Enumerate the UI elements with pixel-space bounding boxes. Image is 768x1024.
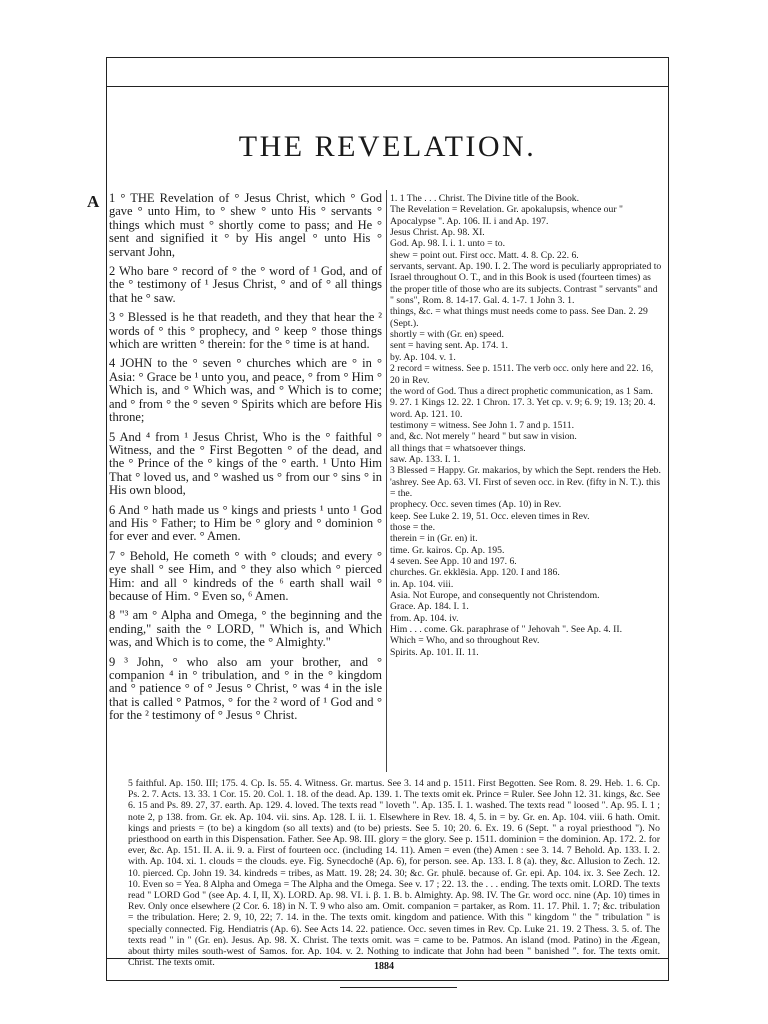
column-divider [386, 190, 387, 772]
scripture-text-column [109, 192, 382, 729]
verse-text: 1 ° THE Revelation of ° Jesus Christ, which ° God gave ° unto Him, to ° shew ° unto His ° servants ° things which must ° shortly come to pass; and He ° sent and signified it ° by His angel ° unto His ° servant John, [109, 191, 382, 259]
verse-7 [109, 550, 382, 604]
verse-text: 3 ° Blessed is he that readeth, and they that hear the ² words of ° this ° prophecy, and ° keep ° those things which are written ° therein: for the ° time is at hand. [109, 310, 382, 352]
side-note: 4 seven. See App. 10 and 197. 6. [390, 556, 517, 567]
side-note: God. Ap. 98. I. i. 1. unto = to. [390, 238, 505, 250]
side-note: word. Ap. 121. 10. [390, 408, 463, 420]
verse-text: 7 ° Behold, He cometh ° with ° clouds; and every ° eye shall ° see Him, and ° they also which ° pierced Him: and all ° kindreds of the ⁶ earth shall wail ° because of Him. ° Even so, ⁶ Amen. [109, 548, 382, 603]
verse-text: 4 JOHN to the ° seven ° churches which are ° in ° Asia: ° Grace be ¹ unto you, and peace, ° from ° Him ° Which is, and ° Which was, and ° Which is to come; and ° from ° the ° seven ° Spirits which are before His throne; [109, 356, 382, 425]
side-note: saw. Ap. 133. I. 1. [390, 453, 461, 465]
bottom-rule [340, 987, 457, 988]
side-note: Asia. Not Europe, and consequently not Christendom. [390, 590, 600, 602]
side-note: Which = Who, and so throughout Rev. [390, 635, 540, 647]
side-note: things, &c. = what things must needs come to pass. See Dan. 2. 29 (Sept.). [390, 306, 648, 329]
side-note: shew = point out. First occ. Matt. 4. 8. Cp. 22. 6. [390, 249, 579, 261]
verse-1 [109, 192, 382, 259]
side-note: 2 record = witness. See p. 1511. The verb occ. only here and 22. 16, 20 in Rev. [390, 363, 654, 386]
top-rule [106, 86, 669, 87]
book-title: THE REVELATION. [238, 130, 537, 163]
side-note: the word of God. Thus a direct prophetic communication, as 1 Sam. 9. 27. 1 Kings 12. 22. 1 Chron. 17. 3. Yet cp. v. 9; 6. 9; 19. 13; 20. 4. [390, 385, 656, 409]
verse-text: 6 And ° hath made us ° kings and priests ¹ unto ¹ God and His ° Father; to Him be ° glory and ° dominion ° for ever and ever. ° Amen. [109, 502, 382, 544]
side-note: servants, servant. Ap. 190. I. 2. The word is peculiarly appropriated to Israel throughout O. T., and in this Book is used (fourteen times) as the proper title of those who are its subjects. Contrast " servants" and " sons", Rom. 8. 14-17. Gal. 4. 1-7. 1 John 3. 1. [390, 261, 662, 307]
side-note: Spirits. Ap. 101. II. 11. [390, 646, 479, 658]
side-note: by. Ap. 104. v. 1. [390, 351, 456, 363]
verse-text: 9 ³ John, ° who also am your brother, and ° companion ⁴ in ° tribulation, and ° in the ° kingdom and ° patience ° of ° Jesus ° Christ, ° was ⁴ in the isle that is called ° Patmos, ° for the ² word of ¹ God and ° for the ² testimony of ° Jesus ° Christ. [109, 654, 382, 723]
side-note: churches. Gr. ekklēsia. App. 120. I and 186. [390, 567, 560, 579]
page-number: 1884 [374, 961, 394, 972]
verse-8 [109, 609, 382, 649]
verse-2 [109, 265, 382, 305]
side-notes-column [390, 193, 662, 658]
verse-3 [109, 311, 382, 351]
side-note: therein = in (Gr. en) it. [390, 533, 478, 545]
side-note: The Revelation = Revelation. Gr. apokalupsis, whence our " Apocalypse ". Ap. 106. II. i and Ap. 197. [390, 204, 623, 227]
side-note: in. Ap. 104. viii. [390, 578, 454, 590]
verse-text: 5 And ⁴ from ¹ Jesus Christ, Who is the ° faithful ° Witness, and the ° First Begotten ° of the dead, and the ° Prince of the ° kings of the ° earth. ¹ Unto Him That ° loved us, and ° washed us ° from our ° sins ° in His own blood, [109, 429, 382, 498]
side-note: time. Gr. kairos. Cp. Ap. 195. [390, 544, 505, 556]
verse-text: 8 "³ am ° Alpha and Omega, ° the beginning and the ending," saith the ° LORD, " Which is, and Which was, and Which is to come, the ° Almighty." [109, 608, 382, 650]
verse-4 [109, 357, 382, 424]
side-note: from. Ap. 104. iv. [390, 612, 459, 624]
verse-text: 2 Who bare ° record of ° the ° word of ¹ God, and of the ° testimony of ¹ Jesus Christ, ° and of ° all things that he ° saw. [109, 264, 382, 305]
side-note: 1. 1 The . . . Christ. The Divine title of the Book. [390, 193, 580, 204]
side-note: all things that = whatsoever things. [390, 442, 526, 454]
side-note: and, &c. Not merely " heard " but saw in vision. [390, 431, 577, 443]
side-note: shortly = with (Gr. en) speed. [390, 329, 504, 341]
side-note: Grace. Ap. 184. I. 1. [390, 601, 469, 613]
margin-mark: A [87, 192, 100, 211]
side-note: prophecy. Occ. seven times (Ap. 10) in Rev. [390, 499, 562, 511]
side-note: sent = having sent. Ap. 174. 1. [390, 340, 508, 352]
verse-9 [109, 656, 382, 723]
side-note: those = the. [390, 521, 436, 533]
side-note: keep. See Luke 2. 19, 51. Occ. eleven times in Rev. [390, 510, 590, 522]
footnotes: 5 faithful. Ap. 150. III; 175. 4. Cp. Is. 55. 4. Witness. Gr. martus. See 3. 14 and p. 1511. First Begotten. See Rom. 8. 29. Heb. 1. 6. Cp. Ps. 2. 7. Acts. 13. 33. 1 Cor. 15. 20. Col. 1. 18. of the dead. Ap. 139. 1. The texts omit ek. Prince = Ruler. See John 12. 31. kings, &c. See 6. 15 and Ps. 89. 27, 37. earth. Ap. 129. 4. loved. The texts read " loveth ". Ap. 135. I. 1. washed. The texts read " loosed ". Ap. 95. I. 1 ; note 2, p 138. from. Gr. ek. Ap. 104. vii. sins. Ap. 128. I. ii. 1. Elsewhere in Rev. 18. 4, 5. in = by. Gr. en. Ap. 104. viii. 6 hath. Omit. kings and priests = (to be) a kingdom (so all texts) and (to be) priests. See 5. 10; 20. 6. Ex. 19. 6 (Sept. " a royal priesthood "). No priesthood on earth in this Dispensation. Father. See Ap. 98. III. glory = the glory. See p. 1511. dominion = the dominion. Ap. 172. 2. for ever, &c. Ap. 151. II. A. ii. 9. a. First of fourteen occ. (including 14. 11). Amen = even (the) Amen : see 3. 14. 7 Behold. Ap. 133. I. 2. with. Ap. 104. xi. 1. clouds = the clouds. eye. Fig. Synecdochē (Ap. 6), for person. see. Ap. 133. I. 8 (a). they, &c. Allusion to Zech. 12. 10. pierced. Cp. John 19. 34. kindreds = tribes, as Matt. 19. 28; 24. 30; &c. Gr. phulē. because of. Gr. epi. Ap. 104. ix. 3. See Zech. 12. 10. Even so = Yea. 8 Alpha and Omega = The Alpha and the Omega. See v. 17 ; 22. 13. the . . . ending. The texts omit. LORD. The texts read " LORD God " (see Ap. 4. I, II, X). LORD. Ap. 98. VI. i. β. 1. B. b. Almighty. Ap. 98. IV. The Gr. word occ. nine (Ap. 10) times in Rev. Only once elsewhere (2 Cor. 6. 18) in N. T. 9 who also am. Omit. companion = partaker, as Rom. 11. 17. Phil. 1. 7; &c. tribulation = the tribulation. Here; 2. 9, 10, 22; 7. 14. in the. The texts omit. kingdom and patience. With this " kingdom " the " tribulation " is specially connected. Fig. Hendiatris (Ap. 6). See Acts 14. 22. patience. Occ. seven times in Rev. Cp. Luke 21. 19. 2 Thess. 3. 5. of. The texts read " in " (Gr. en). Jesus. Ap. 98. X. Christ. The texts omit. was = came to be. Patmos. An island (mod. Patino) in the Ægean, about thirty miles south-west of Samos. for. Ap. 104. v. 2. Nothing to indicate that John had been " banished ". for. The texts omit. Christ. The texts omit. [128, 778, 660, 969]
verse-6 [109, 504, 382, 544]
footnote-rule [106, 958, 669, 959]
verse-5 [109, 431, 382, 498]
side-note: Jesus Christ. Ap. 98. XI. [390, 227, 485, 239]
side-note: Him . . . come. Gk. paraphrase of " Jehovah ". See Ap. 4. II. [390, 624, 623, 636]
side-note: testimony = witness. See John 1. 7 and p. 1511. [390, 419, 575, 431]
side-note: 3 Blessed = Happy. Gr. makarios, by which the Sept. renders the Heb. 'ashrey. See Ap. 63. VI. First of seven occ. in Rev. (fifty in N. T.). this = the. [390, 465, 661, 499]
